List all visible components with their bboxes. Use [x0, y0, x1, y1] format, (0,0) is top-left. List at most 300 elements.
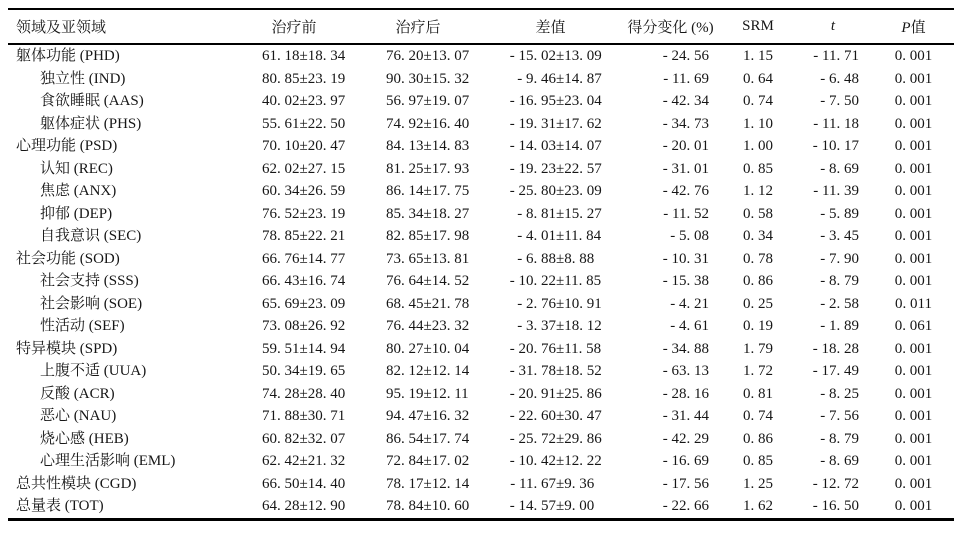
table-row: [8, 270, 954, 293]
diff-mean: - 11. 67: [510, 475, 556, 492]
pre-treatment-cell: [235, 180, 353, 203]
pre-sd: ±12. 90: [299, 498, 346, 514]
pre-treatment-cell: [235, 338, 353, 361]
post-treatment-cell: [353, 315, 483, 338]
t-statistic-cell: - 7. 90: [820, 250, 859, 267]
p-value-cell: 0. 001: [894, 340, 933, 357]
diff-mean: - 10. 22: [509, 273, 556, 289]
table-row: [8, 360, 954, 383]
srm-cell: 0. 25: [743, 295, 773, 312]
row-label: 恶心 (NAU): [40, 408, 117, 424]
post-sd: ±21. 78: [423, 295, 470, 312]
t-statistic-cell: - 8. 79: [820, 430, 859, 447]
pre-treatment-cell: [235, 90, 353, 113]
p-value-cell: 0. 001: [894, 160, 933, 177]
post-mean: 76. 44: [386, 318, 424, 334]
row-label: 自我意识 (SEC): [40, 228, 142, 244]
post-mean: 81. 25: [386, 160, 424, 177]
table-row: [8, 90, 954, 113]
table-row: [8, 135, 954, 158]
table-row: [8, 248, 954, 271]
diff-mean: - 14. 57: [509, 498, 556, 514]
post-treatment-cell: [353, 203, 483, 226]
header-domain: 领域及亚领域: [8, 9, 235, 44]
post-mean: 74. 92: [386, 115, 424, 132]
table-row: [8, 383, 954, 406]
pre-treatment-cell: [235, 315, 353, 338]
diff-mean: - 20. 91: [509, 385, 556, 402]
row-label: 总量表 (TOT): [16, 498, 104, 514]
pre-treatment-cell: [235, 68, 353, 91]
difference-cell: [483, 113, 618, 136]
difference-cell: [483, 450, 618, 473]
pre-mean: 59. 51: [262, 340, 300, 357]
row-label: 上腹不适 (UUA): [40, 363, 147, 379]
p-value-cell: 0. 001: [894, 70, 933, 87]
pre-sd: ±23. 97: [299, 93, 346, 109]
header-p-suffix: 值: [910, 20, 926, 36]
post-sd: ±13. 07: [423, 48, 470, 64]
diff-sd: ±22. 57: [556, 160, 602, 177]
post-treatment-cell: [353, 135, 483, 158]
diff-mean: - 25. 72: [509, 430, 556, 447]
score-change-cell: - 11. 52: [663, 205, 709, 222]
post-mean: 78. 84: [386, 498, 424, 514]
pre-mean: 55. 61: [262, 115, 300, 132]
srm-cell: 0. 81: [743, 385, 773, 402]
post-treatment-cell: [353, 405, 483, 428]
header-pre-treatment: 治疗前: [235, 9, 353, 44]
diff-mean: - 9. 46: [517, 70, 556, 87]
pre-treatment-cell: [235, 135, 353, 158]
pre-mean: 76. 52: [262, 205, 300, 222]
pre-mean: 50. 34: [262, 363, 300, 379]
diff-sd: ±23. 04: [556, 93, 602, 109]
post-sd: ±17. 74: [423, 430, 470, 447]
p-value-cell: 0. 001: [894, 138, 933, 154]
p-value-cell: 0. 001: [894, 475, 933, 492]
post-treatment-cell: [353, 270, 483, 293]
t-statistic-cell: - 16. 50: [812, 498, 859, 514]
row-label: 社会支持 (SSS): [40, 273, 139, 289]
table-row: [8, 473, 954, 496]
diff-sd: ±8. 88: [556, 250, 595, 267]
post-mean: 56. 97: [386, 93, 424, 109]
post-treatment-cell: [353, 428, 483, 451]
row-label: 抑郁 (DEP): [40, 205, 113, 222]
pre-treatment-cell: [235, 248, 353, 271]
post-mean: 78. 17: [386, 475, 424, 492]
t-statistic-cell: - 5. 89: [820, 205, 859, 222]
post-mean: 72. 84: [386, 453, 424, 469]
difference-cell: [483, 293, 618, 316]
srm-cell: 0. 19: [743, 318, 773, 334]
diff-mean: - 31. 78: [509, 363, 556, 379]
pre-mean: 71. 88: [262, 408, 300, 424]
score-change-cell: - 31. 01: [662, 160, 709, 177]
p-value-cell: 0. 001: [894, 183, 933, 199]
srm-cell: 1. 00: [743, 138, 773, 154]
diff-sd: ±11. 84: [556, 228, 602, 244]
pre-mean: 65. 69: [262, 295, 300, 312]
table-row: [8, 113, 954, 136]
diff-mean: - 3. 37: [517, 318, 556, 334]
pre-sd: ±22. 21: [299, 228, 346, 244]
pre-sd: ±26. 92: [299, 318, 346, 334]
srm-cell: 0. 64: [743, 70, 773, 87]
diff-mean: - 19. 23: [509, 160, 556, 177]
p-value-cell: 0. 001: [894, 48, 933, 64]
pre-treatment-cell: [235, 203, 353, 226]
score-change-cell: - 4. 21: [670, 295, 709, 312]
post-treatment-cell: [353, 68, 483, 91]
header-p-value: [873, 9, 954, 44]
row-label: 社会影响 (SOE): [40, 295, 143, 312]
table-row: [8, 203, 954, 226]
diff-mean: - 2. 76: [517, 295, 556, 312]
row-label: 反酸 (ACR): [40, 385, 115, 402]
post-mean: 85. 34: [386, 205, 424, 222]
t-statistic-cell: - 12. 72: [812, 475, 859, 492]
difference-cell: [483, 68, 618, 91]
difference-cell: [483, 473, 618, 496]
t-statistic-cell: - 2. 58: [820, 295, 859, 312]
t-statistic-cell: - 8. 69: [820, 160, 859, 177]
diff-sd: ±25. 86: [556, 385, 602, 402]
t-statistic-cell: - 6. 48: [820, 70, 859, 87]
diff-mean: - 4. 01: [517, 228, 556, 244]
srm-cell: 0. 78: [743, 250, 773, 267]
difference-cell: [483, 270, 618, 293]
pre-treatment-cell: [235, 495, 353, 519]
diff-sd: ±14. 07: [556, 138, 602, 154]
header-post-treatment: 治疗后: [353, 9, 483, 44]
pre-mean: 70. 10: [262, 138, 300, 154]
t-statistic-cell: - 3. 45: [820, 228, 859, 244]
diff-sd: ±30. 47: [556, 408, 602, 424]
post-mean: 76. 64: [386, 273, 424, 289]
srm-cell: 1. 25: [743, 475, 773, 492]
diff-sd: ±29. 86: [556, 430, 602, 447]
diff-mean: - 22. 60: [509, 408, 556, 424]
post-sd: ±10. 60: [423, 498, 470, 514]
table-row: [8, 405, 954, 428]
p-value-cell: 0. 001: [894, 363, 933, 379]
diff-sd: ±18. 12: [556, 318, 602, 334]
diff-mean: - 10. 42: [509, 453, 556, 469]
t-statistic-cell: - 10. 17: [812, 138, 859, 154]
srm-cell: 0. 74: [743, 93, 773, 109]
t-statistic-cell: - 18. 28: [812, 340, 859, 357]
score-change-cell: - 63. 13: [662, 363, 709, 379]
srm-cell: 0. 85: [743, 160, 773, 177]
difference-cell: [483, 428, 618, 451]
pre-sd: ±28. 40: [299, 385, 346, 402]
post-mean: 82. 12: [386, 363, 424, 379]
difference-cell: [483, 180, 618, 203]
diff-sd: ±23. 09: [556, 183, 602, 199]
post-treatment-cell: [353, 495, 483, 519]
srm-cell: 1. 10: [743, 115, 773, 132]
post-sd: ±17. 98: [423, 228, 470, 244]
table-row: [8, 44, 954, 68]
diff-sd: ±11. 58: [556, 340, 602, 357]
difference-cell: [483, 405, 618, 428]
score-change-cell: - 4. 61: [670, 318, 709, 334]
score-change-cell: - 42. 29: [662, 430, 709, 447]
p-value-cell: 0. 001: [894, 250, 933, 267]
post-treatment-cell: [353, 248, 483, 271]
score-change-cell: - 10. 31: [662, 250, 709, 267]
row-label: 心理生活影响 (EML): [40, 453, 176, 469]
post-sd: ±10. 04: [423, 340, 470, 357]
pre-treatment-cell: [235, 270, 353, 293]
difference-cell: [483, 495, 618, 519]
post-sd: ±12. 14: [423, 363, 470, 379]
p-value-cell: 0. 001: [894, 498, 933, 514]
diff-sd: ±10. 91: [556, 295, 602, 312]
header-score-change: 得分变化 (%): [618, 9, 723, 44]
p-value-cell: 0. 001: [894, 205, 933, 222]
row-label: 独立性 (IND): [40, 70, 126, 87]
t-statistic-cell: - 7. 56: [820, 408, 859, 424]
post-mean: 94. 47: [386, 408, 424, 424]
srm-cell: 0. 58: [743, 205, 773, 222]
row-label: 烧心感 (HEB): [40, 430, 129, 447]
p-value-cell: 0. 001: [894, 408, 933, 424]
difference-cell: [483, 383, 618, 406]
header-difference: 差值: [483, 9, 618, 44]
post-mean: 68. 45: [386, 295, 424, 312]
table-row: [8, 293, 954, 316]
post-sd: ±12. 14: [423, 475, 470, 492]
p-value-cell: 0. 001: [894, 228, 933, 244]
t-statistic-cell: - 8. 69: [820, 453, 859, 469]
srm-cell: 1. 15: [743, 48, 773, 64]
pre-sd: ±14. 40: [299, 475, 346, 492]
t-statistic-cell: - 7. 50: [820, 93, 859, 109]
post-sd: ±14. 83: [423, 138, 470, 154]
difference-cell: [483, 338, 618, 361]
post-mean: 82. 85: [386, 228, 424, 244]
pre-mean: 80. 85: [262, 70, 300, 87]
score-change-cell: - 22. 66: [662, 498, 709, 514]
p-value-cell: 0. 001: [894, 385, 933, 402]
diff-mean: - 25. 80: [509, 183, 556, 199]
post-sd: ±18. 27: [423, 205, 470, 222]
post-treatment-cell: [353, 44, 483, 68]
pre-sd: ±18. 34: [299, 48, 346, 64]
row-label: 特异模块 (SPD): [16, 340, 118, 357]
table-row: [8, 315, 954, 338]
row-label: 总共性模块 (CGD): [16, 475, 137, 492]
diff-sd: ±17. 62: [556, 115, 602, 132]
p-value-cell: 0. 001: [894, 430, 933, 447]
score-change-cell: - 42. 34: [662, 93, 709, 109]
pre-sd: ±27. 15: [299, 160, 346, 177]
pre-treatment-cell: [235, 383, 353, 406]
difference-cell: [483, 315, 618, 338]
pre-treatment-cell: [235, 44, 353, 68]
table-row: [8, 68, 954, 91]
table-row: [8, 338, 954, 361]
post-sd: ±19. 07: [423, 93, 470, 109]
header-srm: SRM: [723, 9, 793, 44]
srm-cell: 0. 74: [743, 408, 773, 424]
post-mean: 86. 54: [386, 430, 424, 447]
table-row: [8, 158, 954, 181]
t-statistic-cell: - 11. 71: [813, 48, 859, 64]
post-mean: 90. 30: [386, 70, 424, 87]
score-change-cell: - 34. 73: [662, 115, 709, 132]
post-sd: ±16. 32: [423, 408, 470, 424]
pre-treatment-cell: [235, 450, 353, 473]
diff-sd: ±15. 27: [556, 205, 602, 222]
score-change-cell: - 20. 01: [662, 138, 709, 154]
pre-mean: 66. 50: [262, 475, 300, 492]
difference-cell: [483, 135, 618, 158]
post-treatment-cell: [353, 90, 483, 113]
pre-sd: ±21. 32: [299, 453, 346, 469]
diff-sd: ±13. 09: [556, 48, 602, 64]
post-treatment-cell: [353, 293, 483, 316]
post-sd: ±13. 81: [423, 250, 470, 267]
p-value-cell: 0. 001: [894, 93, 933, 109]
diff-sd: ±11. 85: [556, 273, 602, 289]
score-change-cell: - 15. 38: [662, 273, 709, 289]
score-change-cell: - 34. 88: [662, 340, 709, 357]
pre-mean: 60. 82: [262, 430, 300, 447]
table-row: [8, 225, 954, 248]
pre-mean: 60. 34: [262, 183, 300, 199]
score-change-cell: - 16. 69: [662, 453, 709, 469]
pre-mean: 64. 28: [262, 498, 300, 514]
table-row: [8, 428, 954, 451]
pre-sd: ±23. 19: [299, 205, 346, 222]
diff-mean: - 15. 02: [509, 48, 556, 64]
diff-mean: - 14. 03: [509, 138, 556, 154]
post-sd: ±17. 93: [423, 160, 470, 177]
row-label: 躯体症状 (PHS): [40, 115, 142, 132]
diff-sd: ±14. 87: [556, 70, 602, 87]
pre-treatment-cell: [235, 473, 353, 496]
post-sd: ±23. 32: [423, 318, 470, 334]
score-change-cell: - 11. 69: [663, 70, 709, 87]
row-label: 食欲睡眠 (AAS): [40, 93, 144, 109]
post-sd: ±14. 52: [423, 273, 470, 289]
post-treatment-cell: [353, 225, 483, 248]
difference-cell: [483, 90, 618, 113]
post-sd: ±16. 40: [423, 115, 470, 132]
srm-cell: 1. 72: [743, 363, 773, 379]
post-mean: 86. 14: [386, 183, 424, 199]
row-label: 认知 (REC): [40, 160, 113, 177]
table-row: [8, 180, 954, 203]
diff-sd: ±9. 36: [556, 475, 595, 492]
pre-sd: ±23. 09: [299, 295, 346, 312]
pre-treatment-cell: [235, 428, 353, 451]
pre-mean: 40. 02: [262, 93, 300, 109]
t-statistic-cell: - 1. 89: [820, 318, 859, 334]
pre-mean: 66. 76: [262, 250, 300, 267]
pre-mean: 74. 28: [262, 385, 300, 402]
row-label: 躯体功能 (PHD): [16, 48, 120, 64]
pre-mean: 66. 43: [262, 273, 300, 289]
post-mean: 80. 27: [386, 340, 424, 357]
t-statistic-cell: - 11. 39: [813, 183, 859, 199]
post-treatment-cell: [353, 383, 483, 406]
difference-cell: [483, 203, 618, 226]
post-sd: ±15. 32: [423, 70, 470, 87]
score-change-cell: - 5. 08: [670, 228, 709, 244]
pre-mean: 73. 08: [262, 318, 300, 334]
pre-treatment-cell: [235, 360, 353, 383]
post-sd: ±17. 02: [423, 453, 470, 469]
srm-cell: 0. 86: [743, 430, 773, 447]
diff-sd: ±12. 22: [556, 453, 602, 469]
post-sd: ±12. 11: [423, 385, 469, 402]
row-label: 焦虑 (ANX): [40, 183, 117, 199]
score-change-cell: - 31. 44: [662, 408, 709, 424]
srm-cell: 0. 34: [743, 228, 773, 244]
pre-mean: 78. 85: [262, 228, 300, 244]
srm-cell: 0. 85: [743, 453, 773, 469]
row-label: 社会功能 (SOD): [16, 250, 120, 267]
p-value-cell: 0. 011: [895, 295, 932, 312]
pre-sd: ±30. 71: [299, 408, 346, 424]
results-table: [8, 8, 954, 521]
srm-cell: 0. 86: [743, 273, 773, 289]
post-sd: ±17. 75: [423, 183, 470, 199]
difference-cell: [483, 44, 618, 68]
score-change-cell: - 28. 16: [662, 385, 709, 402]
pre-sd: ±32. 07: [299, 430, 346, 447]
post-mean: 84. 13: [386, 138, 424, 154]
post-treatment-cell: [353, 360, 483, 383]
difference-cell: [483, 158, 618, 181]
pre-sd: ±14. 94: [299, 340, 346, 357]
pre-sd: ±23. 19: [299, 70, 346, 87]
header-t-statistic: t: [793, 9, 873, 44]
post-treatment-cell: [353, 338, 483, 361]
pre-sd: ±16. 74: [299, 273, 346, 289]
difference-cell: [483, 248, 618, 271]
pre-sd: ±14. 77: [299, 250, 346, 267]
table-header-row: [8, 9, 954, 44]
t-statistic-cell: - 8. 25: [820, 385, 859, 402]
pre-treatment-cell: [235, 293, 353, 316]
table-row: [8, 450, 954, 473]
diff-sd: ±9. 00: [556, 498, 595, 514]
difference-cell: [483, 360, 618, 383]
pre-mean: 62. 02: [262, 160, 300, 177]
diff-mean: - 19. 31: [509, 115, 556, 132]
pre-sd: ±26. 59: [299, 183, 346, 199]
pre-treatment-cell: [235, 113, 353, 136]
difference-cell: [483, 225, 618, 248]
pre-treatment-cell: [235, 405, 353, 428]
post-mean: 73. 65: [386, 250, 424, 267]
t-statistic-cell: - 11. 18: [813, 115, 859, 132]
pre-sd: ±19. 65: [299, 363, 346, 379]
srm-cell: 1. 79: [743, 340, 773, 357]
post-treatment-cell: [353, 473, 483, 496]
pre-sd: ±20. 47: [299, 138, 346, 154]
post-treatment-cell: [353, 158, 483, 181]
post-treatment-cell: [353, 113, 483, 136]
pre-mean: 62. 42: [262, 453, 300, 469]
pre-treatment-cell: [235, 225, 353, 248]
